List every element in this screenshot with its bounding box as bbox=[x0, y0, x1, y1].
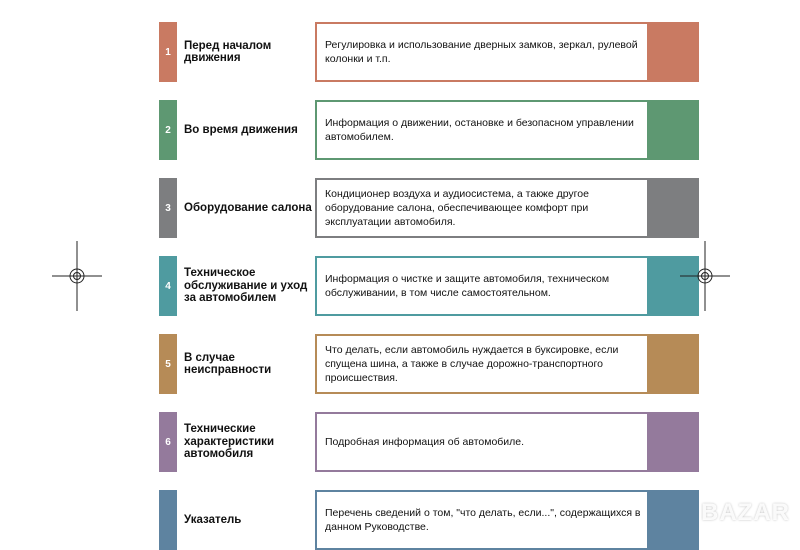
section-title: Перед началом движения bbox=[184, 39, 272, 64]
section-row-index[interactable] bbox=[159, 490, 699, 550]
section-number-badge: 2 bbox=[159, 100, 177, 160]
section-title: Оборудование салона bbox=[184, 201, 312, 214]
registration-mark-icon bbox=[52, 241, 102, 311]
section-title: В случае неисправности bbox=[184, 351, 272, 376]
section-row-4[interactable] bbox=[159, 256, 699, 316]
section-number-badge: 6 bbox=[159, 412, 177, 472]
section-description-box bbox=[315, 178, 699, 238]
section-description-box bbox=[315, 490, 699, 550]
section-number-badge: 5 bbox=[159, 334, 177, 394]
section-description-box bbox=[315, 22, 699, 82]
watermark-logo: BAZAR bbox=[701, 499, 790, 526]
section-number-badge: 3 bbox=[159, 178, 177, 238]
section-description: Подробная информация об автомобиле. bbox=[325, 436, 525, 448]
section-color-tab bbox=[647, 24, 697, 80]
section-title: Указатель bbox=[184, 513, 242, 526]
section-description-box bbox=[315, 334, 699, 394]
section-description: Регулировка и использование дверных замков, зеркал, рулевой колонки и т.п. bbox=[325, 39, 638, 65]
section-row-2[interactable] bbox=[159, 100, 699, 160]
section-description: Информация о движении, остановке и безопасном управлении автомобилем. bbox=[325, 117, 634, 143]
section-row-6[interactable] bbox=[159, 412, 699, 472]
section-color-tab bbox=[647, 336, 697, 392]
section-number-badge: 4 bbox=[159, 256, 177, 316]
section-title: Во время движения bbox=[184, 123, 298, 136]
section-color-tab bbox=[647, 180, 697, 236]
section-row-5[interactable] bbox=[159, 334, 699, 394]
section-description: Кондиционер воздуха и аудиосистема, а также другое оборудование салона, обеспечивающее комфорт при эксплуатации автомобиля. bbox=[325, 188, 589, 228]
section-description-box bbox=[315, 100, 699, 160]
section-description: Информация о чистке и защите автомобиля, техническом обслуживании, в том числе самостоятельном. bbox=[325, 273, 610, 299]
section-description-box bbox=[315, 256, 699, 316]
section-row-3[interactable] bbox=[159, 178, 699, 238]
section-color-tab bbox=[647, 492, 697, 548]
section-color-tab bbox=[647, 102, 697, 158]
section-row-1[interactable] bbox=[159, 22, 699, 82]
section-number-badge bbox=[159, 490, 177, 550]
section-title: Техническое обслуживание и уход за автомобилем bbox=[184, 267, 308, 305]
registration-mark-icon bbox=[680, 241, 730, 311]
section-description: Что делать, если автомобиль нуждается в буксировке, если спущена шина, а также в случае дорожно-транспортного происшествия. bbox=[325, 344, 619, 384]
section-title: Технические характеристики автомобиля bbox=[184, 423, 275, 461]
section-description-box bbox=[315, 412, 699, 472]
section-description: Перечень сведений о том, "что делать, если...", содержащихся в данном Руководстве. bbox=[325, 507, 641, 533]
section-color-tab bbox=[647, 414, 697, 470]
section-number-badge: 1 bbox=[159, 22, 177, 82]
